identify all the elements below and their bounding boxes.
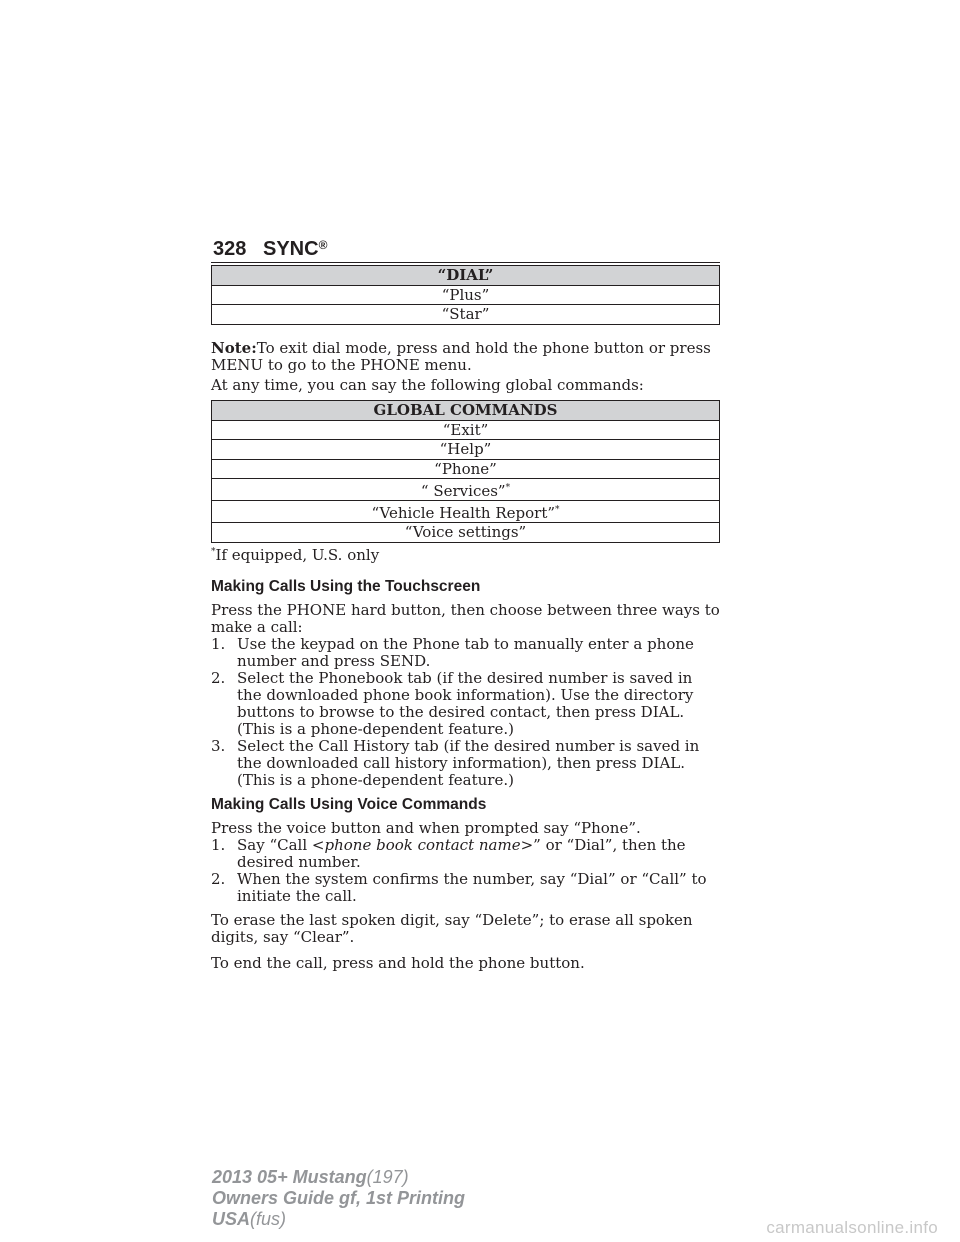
voice-heading: Making Calls Using Voice Commands — [211, 796, 487, 813]
note-paragraph — [211, 340, 720, 374]
table-row: “Plus” — [212, 285, 720, 305]
table-row: “Exit” — [212, 420, 720, 440]
page-title: SYNC® — [263, 238, 328, 260]
dial-table — [211, 265, 720, 325]
global-intro: At any time, you can say the following global commands: — [211, 376, 644, 394]
table-row: “Star” — [212, 305, 720, 325]
global-table-header: GLOBAL COMMANDS — [212, 401, 720, 421]
touchscreen-heading: Making Calls Using the Touchscreen — [211, 578, 481, 595]
erase-paragraph: To erase the last spoken digit, say “Delete”; to erase all spoken digits, say “Clear”. — [211, 911, 693, 946]
footnote-mark: * — [211, 547, 216, 557]
footnote: *If equipped, U.S. only — [211, 546, 380, 564]
print-footer: 2013 05+ Mustang(197) Owners Guide gf, 1st Printing USA(fus) — [212, 1167, 466, 1229]
footnote-mark: * — [505, 483, 511, 493]
global-commands-table — [211, 400, 720, 543]
table-row: “ Services”* — [212, 479, 720, 501]
watermark: carmanualsonline.info — [766, 1218, 938, 1237]
page-number: 328 — [213, 238, 247, 260]
voice-intro: Press the voice button and when prompted say “Phone”. — [211, 819, 641, 837]
note-text: To exit dial mode, press and hold the phone button or press MENU to go to the PHONE menu. — [211, 339, 711, 374]
contact-name-placeholder: <phone book contact name> — [311, 836, 534, 854]
table-row: “Help” — [212, 440, 720, 460]
note-label: Note: — [211, 339, 257, 357]
end-call-paragraph: To end the call, press and hold the phone button. — [211, 954, 585, 972]
table-row: “Voice settings” — [212, 523, 720, 543]
table-row: “Phone” — [212, 459, 720, 479]
dial-table-header: “DIAL” — [212, 266, 720, 286]
footnote-mark: * — [555, 505, 560, 515]
page-header — [211, 240, 720, 263]
registered-mark: ® — [318, 238, 328, 252]
table-row: “Vehicle Health Report”* — [212, 501, 720, 523]
touchscreen-intro: Press the PHONE hard button, then choose between three ways to make a call: — [211, 601, 720, 636]
